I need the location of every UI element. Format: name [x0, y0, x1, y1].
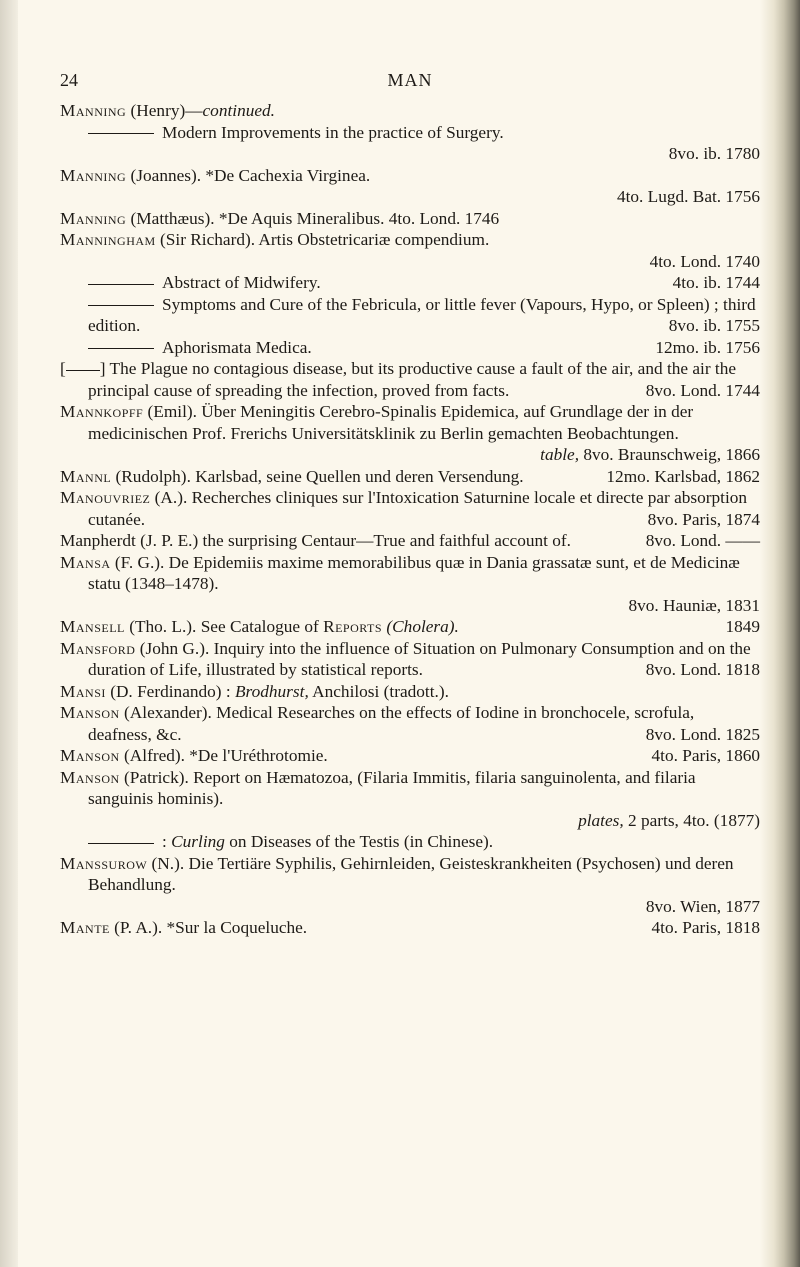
author-surname: Manning: [60, 165, 127, 185]
catalogue-page: [60, 70, 760, 939]
author-surname: Manson: [60, 767, 120, 787]
ditto-rule: [88, 305, 154, 306]
author-surname: Mannl: [60, 466, 112, 486]
imprint: 8vo. ib. 1780: [668, 144, 760, 163]
catalogue-entry: Manningham (Sir Richard). Artis Obstetricariæ compendium. 4to. Lond. 1740: [60, 230, 760, 271]
author-surname: Mannkopff: [60, 402, 144, 421]
catalogue-entry: [ ] The Plague no contagious disease, but its productive cause a fault of the air, and the air the principal cause of spreading the infection, proved from facts. 8vo. Lond. 1744: [60, 359, 760, 400]
catalogue-entry: Manouvriez (A.). Recherches cliniques sur l'Intoxication Saturnine locale et directe par absorption cutanée. 8vo. Paris, 1874: [60, 488, 760, 529]
author-surname: Manson: [60, 703, 120, 722]
catalogue-entry: Abstract of Midwifery. 4to. ib. 1744: [60, 272, 760, 294]
ditto-rule: [66, 370, 100, 371]
imprint: 8vo. Lond. ——: [645, 531, 760, 550]
cross-reference: Reports: [323, 617, 383, 636]
imprint: 12mo. ib. 1756: [655, 337, 760, 357]
author-surname: Manning: [60, 208, 127, 228]
page-number: 24: [60, 70, 78, 90]
catalogue-entry: Mansa (F. G.). De Epidemiis maxime memorabilibus quæ in Dania grassatæ sunt, et de Medicinæ statu (1348–1478). 8vo. Hauniæ, 1831: [60, 552, 760, 615]
catalogue-entry: Manning (Matthæus). *De Aquis Mineralibus. 4to. Lond. 1746: [60, 208, 500, 228]
author-surname: Manning: [60, 101, 127, 120]
imprint: 8vo. Lond. 1818: [645, 660, 760, 679]
catalogue-entry: Aphorismata Medica. 12mo. ib. 1756: [60, 337, 760, 359]
catalogue-entry: Manson (Alexander). Medical Researches on the effects of Iodine in bronchocele, scrofula, deafness, &c. 8vo. Lond. 1825: [60, 703, 760, 744]
catalogue-entry: Manpherdt (J. P. E.) the surprising Centaur—True and faithful account of. 8vo. Lond. ——: [60, 531, 760, 550]
imprint: 4to. Paris, 1860: [651, 746, 760, 765]
imprint: 8vo. Paris, 1874: [647, 509, 760, 529]
ditto-rule: [88, 348, 154, 349]
imprint: 12mo. Karlsbad, 1862: [606, 466, 760, 486]
catalogue-entry: Manson (Patrick). Report on Hæmatozoa, (Filaria Immitis, filaria sanguinolenta, and filaria sanguinis hominis). plates, 2 parts, 4to. (1877): [60, 767, 760, 830]
catalogue-entry: Manssurow (N.). Die Tertiäre Syphilis, Gehirnleiden, Geisteskrankheiten (Psychosen) und deren Behandlung. 8vo. Wien, 1877: [60, 853, 760, 916]
imprint: plates, 2 parts, 4to. (1877): [578, 810, 760, 830]
page-header: [60, 70, 760, 100]
author-surname: Mansford: [60, 638, 136, 658]
catalogue-entry: : Curling on Diseases of the Testis (in Chinese).: [60, 831, 760, 853]
imprint: 1849: [725, 617, 760, 636]
catalogue-entry: Symptoms and Cure of the Febricula, or little fever (Vapours, Hypo, or Spleen) ; third edition. 8vo. ib. 1755: [88, 294, 760, 335]
imprint: 8vo. Lond. 1825: [645, 724, 760, 744]
catalogue-entry: Manning (Joannes). *De Cachexia Virginea. 4to. Lugd. Bat. 1756: [60, 165, 760, 206]
imprint: 8vo. Lond. 1744: [645, 380, 760, 400]
imprint: 4to. Lond. 1740: [649, 251, 760, 271]
imprint: 8vo. Hauniæ, 1831: [628, 595, 760, 615]
ditto-rule: [88, 133, 154, 134]
catalogue-entry: Modern Improvements in the practice of Surgery. 8vo. ib. 1780: [60, 122, 760, 165]
catalogue-entry: Mante (P. A.). *Sur la Coqueluche. 4to. Paris, 1818: [60, 918, 760, 937]
catalogue-entry: Manning (Henry)—continued.: [60, 101, 275, 120]
running-title: MAN: [387, 70, 433, 90]
catalogue-entry: Mannkopff (Emil). Über Meningitis Cerebro-Spinalis Epidemica, auf Grundlage der in der medicinischen Prof. Frerichs Universitätsklinik zu Berlin gemachten Beobachtungen. table, 8vo. Braunschweig, 1866: [60, 402, 760, 464]
imprint: 8vo. Wien, 1877: [645, 896, 760, 916]
book-binding-shadow: [0, 0, 18, 1267]
author-surname: Mansi: [60, 681, 106, 701]
ditto-rule: [88, 284, 154, 285]
imprint: 4to. Paris, 1818: [651, 918, 760, 937]
author-surname: Mante: [60, 918, 110, 937]
imprint: 8vo. ib. 1755: [668, 316, 760, 335]
author-surname: Mansell: [60, 617, 125, 636]
author-surname: Manssurow: [60, 853, 148, 873]
imprint: table, 8vo. Braunschweig, 1866: [540, 445, 760, 464]
catalogue-entry: Mansi (D. Ferdinando) : Brodhurst, Anchilosi (tradott.).: [60, 681, 449, 701]
author-surname: Manson: [60, 746, 120, 765]
author-surname: Manouvriez: [60, 488, 151, 507]
imprint: 4to. Lugd. Bat. 1756: [616, 187, 760, 206]
author-surname: Manningham: [60, 230, 156, 249]
author-surname: Mansa: [60, 552, 111, 572]
catalogue-entry: Mansford (John G.). Inquiry into the influence of Situation on Pulmonary Consumption and on the duration of Life, illustrated by statistical reports. 8vo. Lond. 1818: [60, 638, 760, 679]
catalogue-entry: Mansell (Tho. L.). See Catalogue of Reports (Cholera). 1849: [60, 617, 760, 636]
ditto-rule: [88, 843, 154, 844]
page-edge-shadow: [760, 0, 800, 1267]
imprint: 4to. ib. 1744: [672, 273, 760, 292]
catalogue-entry: Manson (Alfred). *De l'Uréthrotomie. 4to. Paris, 1860: [60, 746, 760, 765]
catalogue-entry: Mannl (Rudolph). Karlsbad, seine Quellen und deren Versendung. 12mo. Karlsbad, 1862: [60, 466, 760, 486]
